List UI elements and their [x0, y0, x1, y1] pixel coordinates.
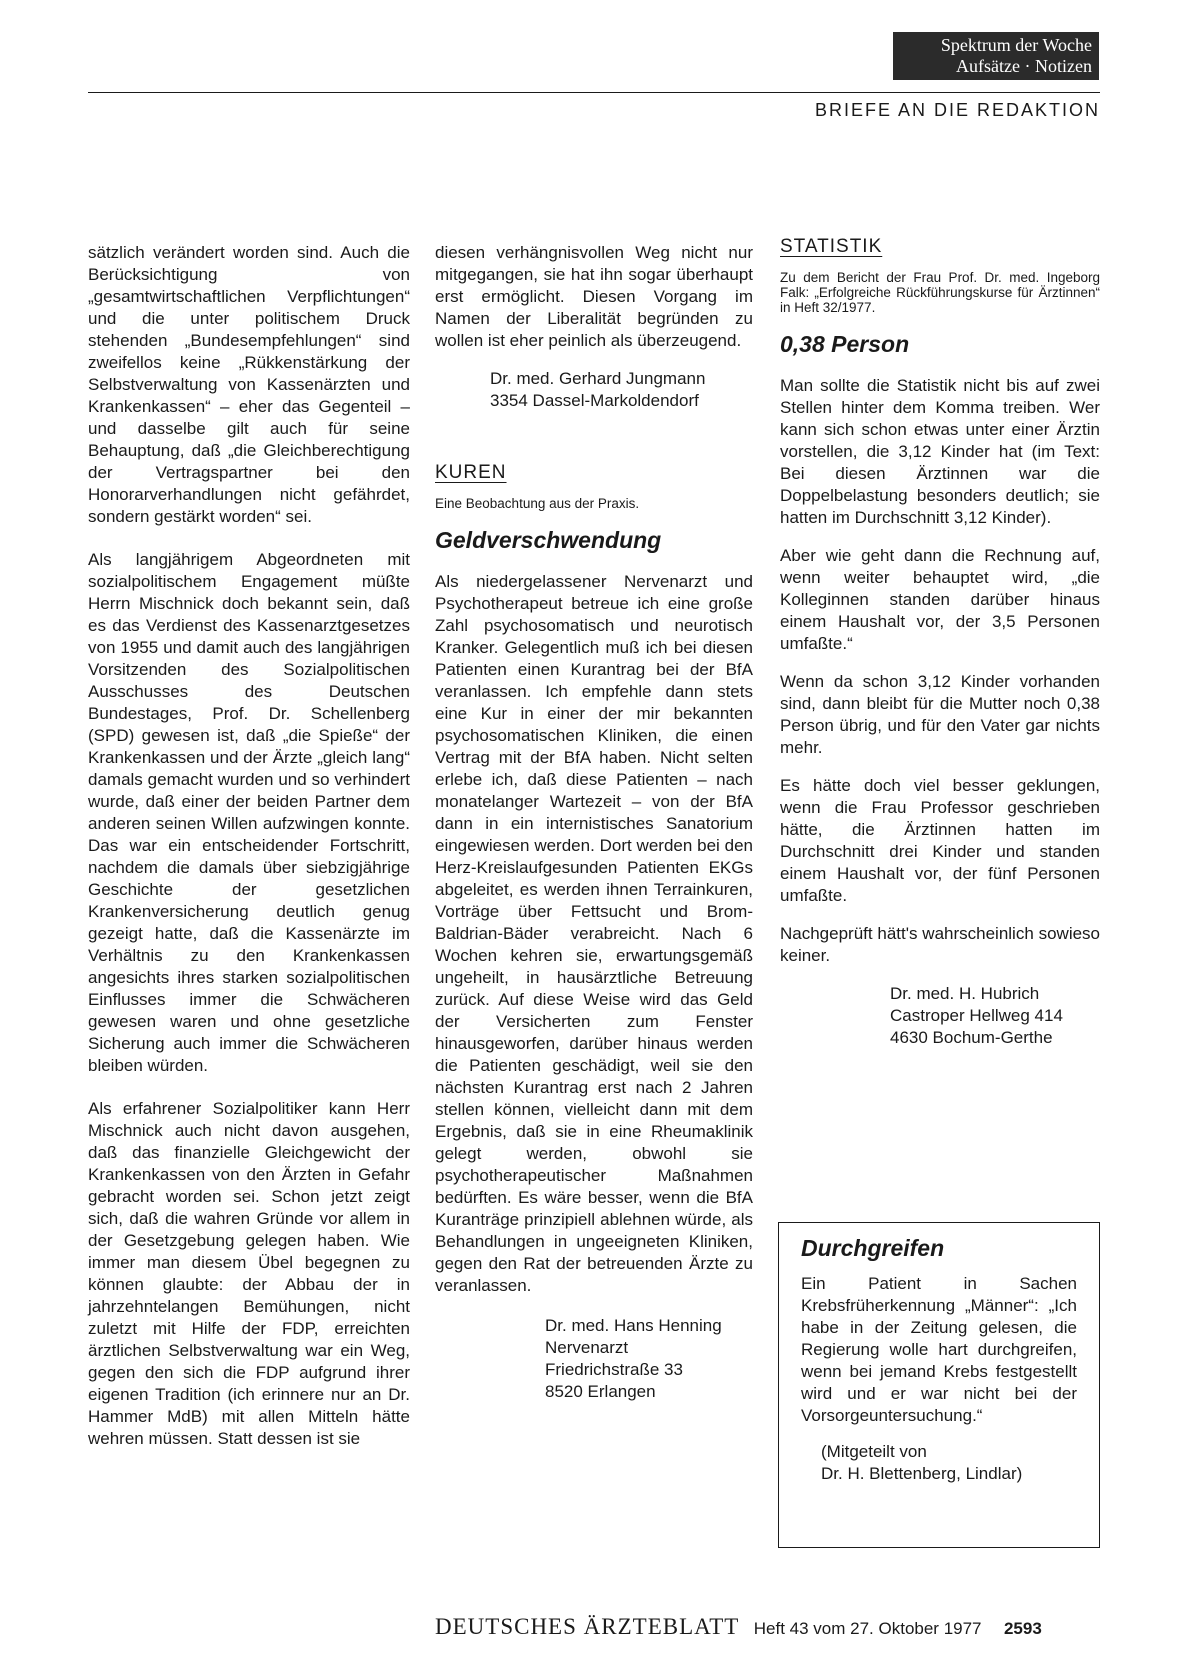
column-1 [88, 242, 410, 1471]
column-2 [435, 242, 753, 1419]
article-title-durchgreifen: Durchgreifen [801, 1235, 945, 1261]
issue-info: Heft 43 vom 27. Oktober 1977 [753, 1619, 982, 1638]
signature-henning [545, 1315, 753, 1403]
attribution-line: (Mitgeteilt von [821, 1442, 927, 1461]
rubric-kuren-subtitle: Eine Beobachtung aus der Praxis. [435, 496, 640, 511]
attribution-line: Dr. H. Blettenberg, Lindlar) [821, 1464, 1023, 1483]
article-title-geldverschwendung: Geldverschwendung [435, 527, 662, 553]
durchgreifen-attribution [821, 1441, 1077, 1485]
journal-name: DEUTSCHES ÄRZTEBLATT [435, 1614, 740, 1639]
col2-continuation: diesen verhängnisvollen Weg nicht nur mitgegangen, sie hat ihn sogar überhaupt erst ermöglicht. Diesen Vorgang im Namen der Liberalität begründen zu wollen ist eher peinlich als überzeugend. [435, 243, 753, 350]
durchgreifen-body: Ein Patient in Sachen Krebsfrüherkennung „Männer“: „Ich habe in der Zeitung gelesen, die Regierung wolle hart durchgreifen, wenn bei jemand Krebs festgestellt wird und er war nicht bei der Vorsorgeuntersuchung.“ [801, 1274, 1077, 1425]
col1-paragraph-1: sätzlich verändert worden sind. Auch die Berücksichtigung von „gesamtwirtschaftlichen Verpflichtungen“ und die unter politischem Druck stehenden „Bundesempfehlungen“ sind zweifellos keine „Rükkenstärkung der Selbstverwaltung von Kassenärzten und Krankenkassen“ – eher das Gegenteil – und dasselbe gilt auch für seine Behauptung, daß „die Gleichberechtigung der Vertragspartner bei den Honorarverhandlungen nicht gefährdet, sondern gestärkt worden“ sei. [88, 243, 410, 526]
kuren-body: Als niedergelassener Nervenarzt und Psychotherapeut betreue ich eine große Zahl psychosomatisch und neurotisch Kranker. Gelegentlich muß ich bei diesen Patienten einen Kurantrag bei der BfA veranlassen. Ich empfehle dann stets eine Kur in einer der mir bekannten psychosomatischen Kliniken, die einen Vertrag mit der BfA haben. Nicht selten erlebe ich, daß diese Patienten – nach monatelanger Wartezeit – von der BfA dann in ein internistisches Sanatorium eingewiesen werden. Dort werden bei den Herz-Kreislaufgesunden Patienten EKGs abgeleitet, es werden ihnen Terrainkuren, Vorträge über Fettsucht und Brom-Baldrian-Bäder verabreicht. Nach 6 Wochen kehren sie, erwartungsgemäß ungeheilt, in hausärztliche Betreuung zurück. Auf diese Weise wird das Geld der Versicherten zum Fenster hinausgeworfen, darüber hinaus werden die Patienten geschädigt, weil sie den nächsten Kurantrag erst nach 2 Jahren stellen können, vielleicht dann mit dem Ergebnis, daß sie in eine Rheumaklinik gelegt werden, obwohl sie psychotherapeutischer Maßnahmen bedürften. Es wäre besser, wenn die BfA Kuranträge prinzipiell ablehnen würde, als Behandlungen in ungeeigneten Kliniken, gegen den Rat der betreuenden Ärzte zu veranlassen. [435, 572, 753, 1295]
signature-line: Dr. med. Hans Henning [545, 1316, 722, 1335]
col3-paragraph-2: Aber wie geht dann die Rechnung auf, wenn weiter behauptet wird, „die Kolleginnen standen darüber hinaus einem Haushalt vor, der 3,5 Personen umfaßte.“ [780, 546, 1100, 653]
badge-line-1: Spektrum der Woche [940, 35, 1092, 55]
boxed-article-durchgreifen [778, 1222, 1100, 1548]
rubric-statistik: STATISTIK [780, 236, 883, 257]
signature-line: 8520 Erlangen [545, 1382, 656, 1401]
signature-line: Castroper Hellweg 414 [890, 1006, 1063, 1025]
header-rule [88, 92, 1100, 93]
col1-paragraph-3: Als erfahrener Sozialpolitiker kann Herr Mischnick auch nicht davon ausgehen, daß das finanzielle Gleichgewicht der Krankenkassen von den Ärzten in Gefahr gebracht worden sei. Schon jetzt zeigt sich, daß die wahren Gründe vor allem in der Gesetzgebung gelegen haben. Wie immer man diesem Übel begegnen zu können glaubte: der Abbau der in jahrzehntelangen Bemühungen, nicht zuletzt mit Hilfe der FDP, erreichten ärztlichen Selbstverwaltung war ein Weg, gegen den sich die FDP aufgrund ihrer eigenen Tradition (ich erinnere nur an Dr. Hammer MdB) mit allen Mitteln hätte wehren müssen. Statt dessen ist sie [88, 1099, 410, 1448]
column-3 [780, 236, 1100, 1065]
signature-line: Dr. med. H. Hubrich [890, 984, 1040, 1003]
col3-paragraph-3: Wenn da schon 3,12 Kinder vorhanden sind, dann bleibt für die Mutter noch 0,38 Person übrig, und für den Vater gar nichts mehr. [780, 672, 1100, 757]
col3-paragraph-5: Nachgeprüft hätt's wahrscheinlich sowieso keiner. [780, 924, 1100, 965]
badge-line-2: Aufsätze · Notizen [956, 56, 1092, 76]
signature-line: 3354 Dassel-Markoldendorf [490, 391, 699, 410]
signature-line: Dr. med. Gerhard Jungmann [490, 369, 706, 388]
rubric-kuren: KUREN [435, 462, 507, 483]
section-badge [893, 32, 1099, 80]
signature-line: Friedrichstraße 33 [545, 1360, 683, 1379]
page-footer [435, 1614, 1100, 1640]
col3-paragraph-4: Es hätte doch viel besser geklungen, wenn die Frau Professor geschrieben hätte, die Ärztinnen hatten im Durchschnitt drei Kinder und standen einem Haushalt vor, der fünf Personen umfaßte. [780, 776, 1100, 905]
section-heading: BRIEFE AN DIE REDAKTION [814, 100, 1100, 120]
kuren-article [435, 462, 753, 1403]
article-title-person: 0,38 Person [780, 331, 910, 357]
signature-line: Nervenarzt [545, 1338, 629, 1357]
signature-hubrich [890, 983, 1100, 1049]
page-number: 2593 [1003, 1619, 1042, 1638]
col1-paragraph-2: Als langjährigem Abgeordneten mit sozialpolitischem Engagement müßte Herrn Mischnick doch bekannt sein, daß es das Verdienst des Kassenarztgesetzes von 1955 und damit auch des langjährigen Vorsitzenden des Sozialpolitischen Ausschusses des Deutschen Bundestages, Prof. Dr. Schellenberg (SPD) gewesen ist, daß „die Spieße“ der Krankenkassen und der Ärzte „gleich lang“ damals gemacht wurden und so verhindert wurde, daß einer der beiden Partner dem anderen seinen Willen aufzwingen konnte. Das war ein entscheidender Fortschritt, nachdem die damals über siebzigjährige Geschichte der gesetzlichen Krankenversicherung deutlich genug gezeigt hatte, daß die Kassenärzte im Verhältnis zu den Krankenkassen angesichts ihres starken sozialpolitischen Einflusses immer die Schwächeren gewesen waren und ohne gesetzliche Sicherung auch immer die Schwächeren bleiben würden. [88, 550, 410, 1075]
col3-paragraph-1: Man sollte die Statistik nicht bis auf zwei Stellen hinter dem Komma treiben. Wer kann sich schon etwas unter einer Ärztin vorstellen, die 3,12 Kinder hat (im Text: Bei diesen Ärztinnen war die Doppelbelastung besonders deutlich; sie hatten im Durchschnitt 3,12 Kinder). [780, 376, 1100, 527]
signature-jungmann [490, 368, 753, 412]
signature-line: 4630 Bochum-Gerthe [890, 1028, 1053, 1047]
rubric-statistik-subtitle: Zu dem Bericht der Frau Prof. Dr. med. Ingeborg Falk: „Erfolgreiche Rückführungskurse für Ärztinnen“ in Heft 32/1977. [780, 270, 1100, 315]
